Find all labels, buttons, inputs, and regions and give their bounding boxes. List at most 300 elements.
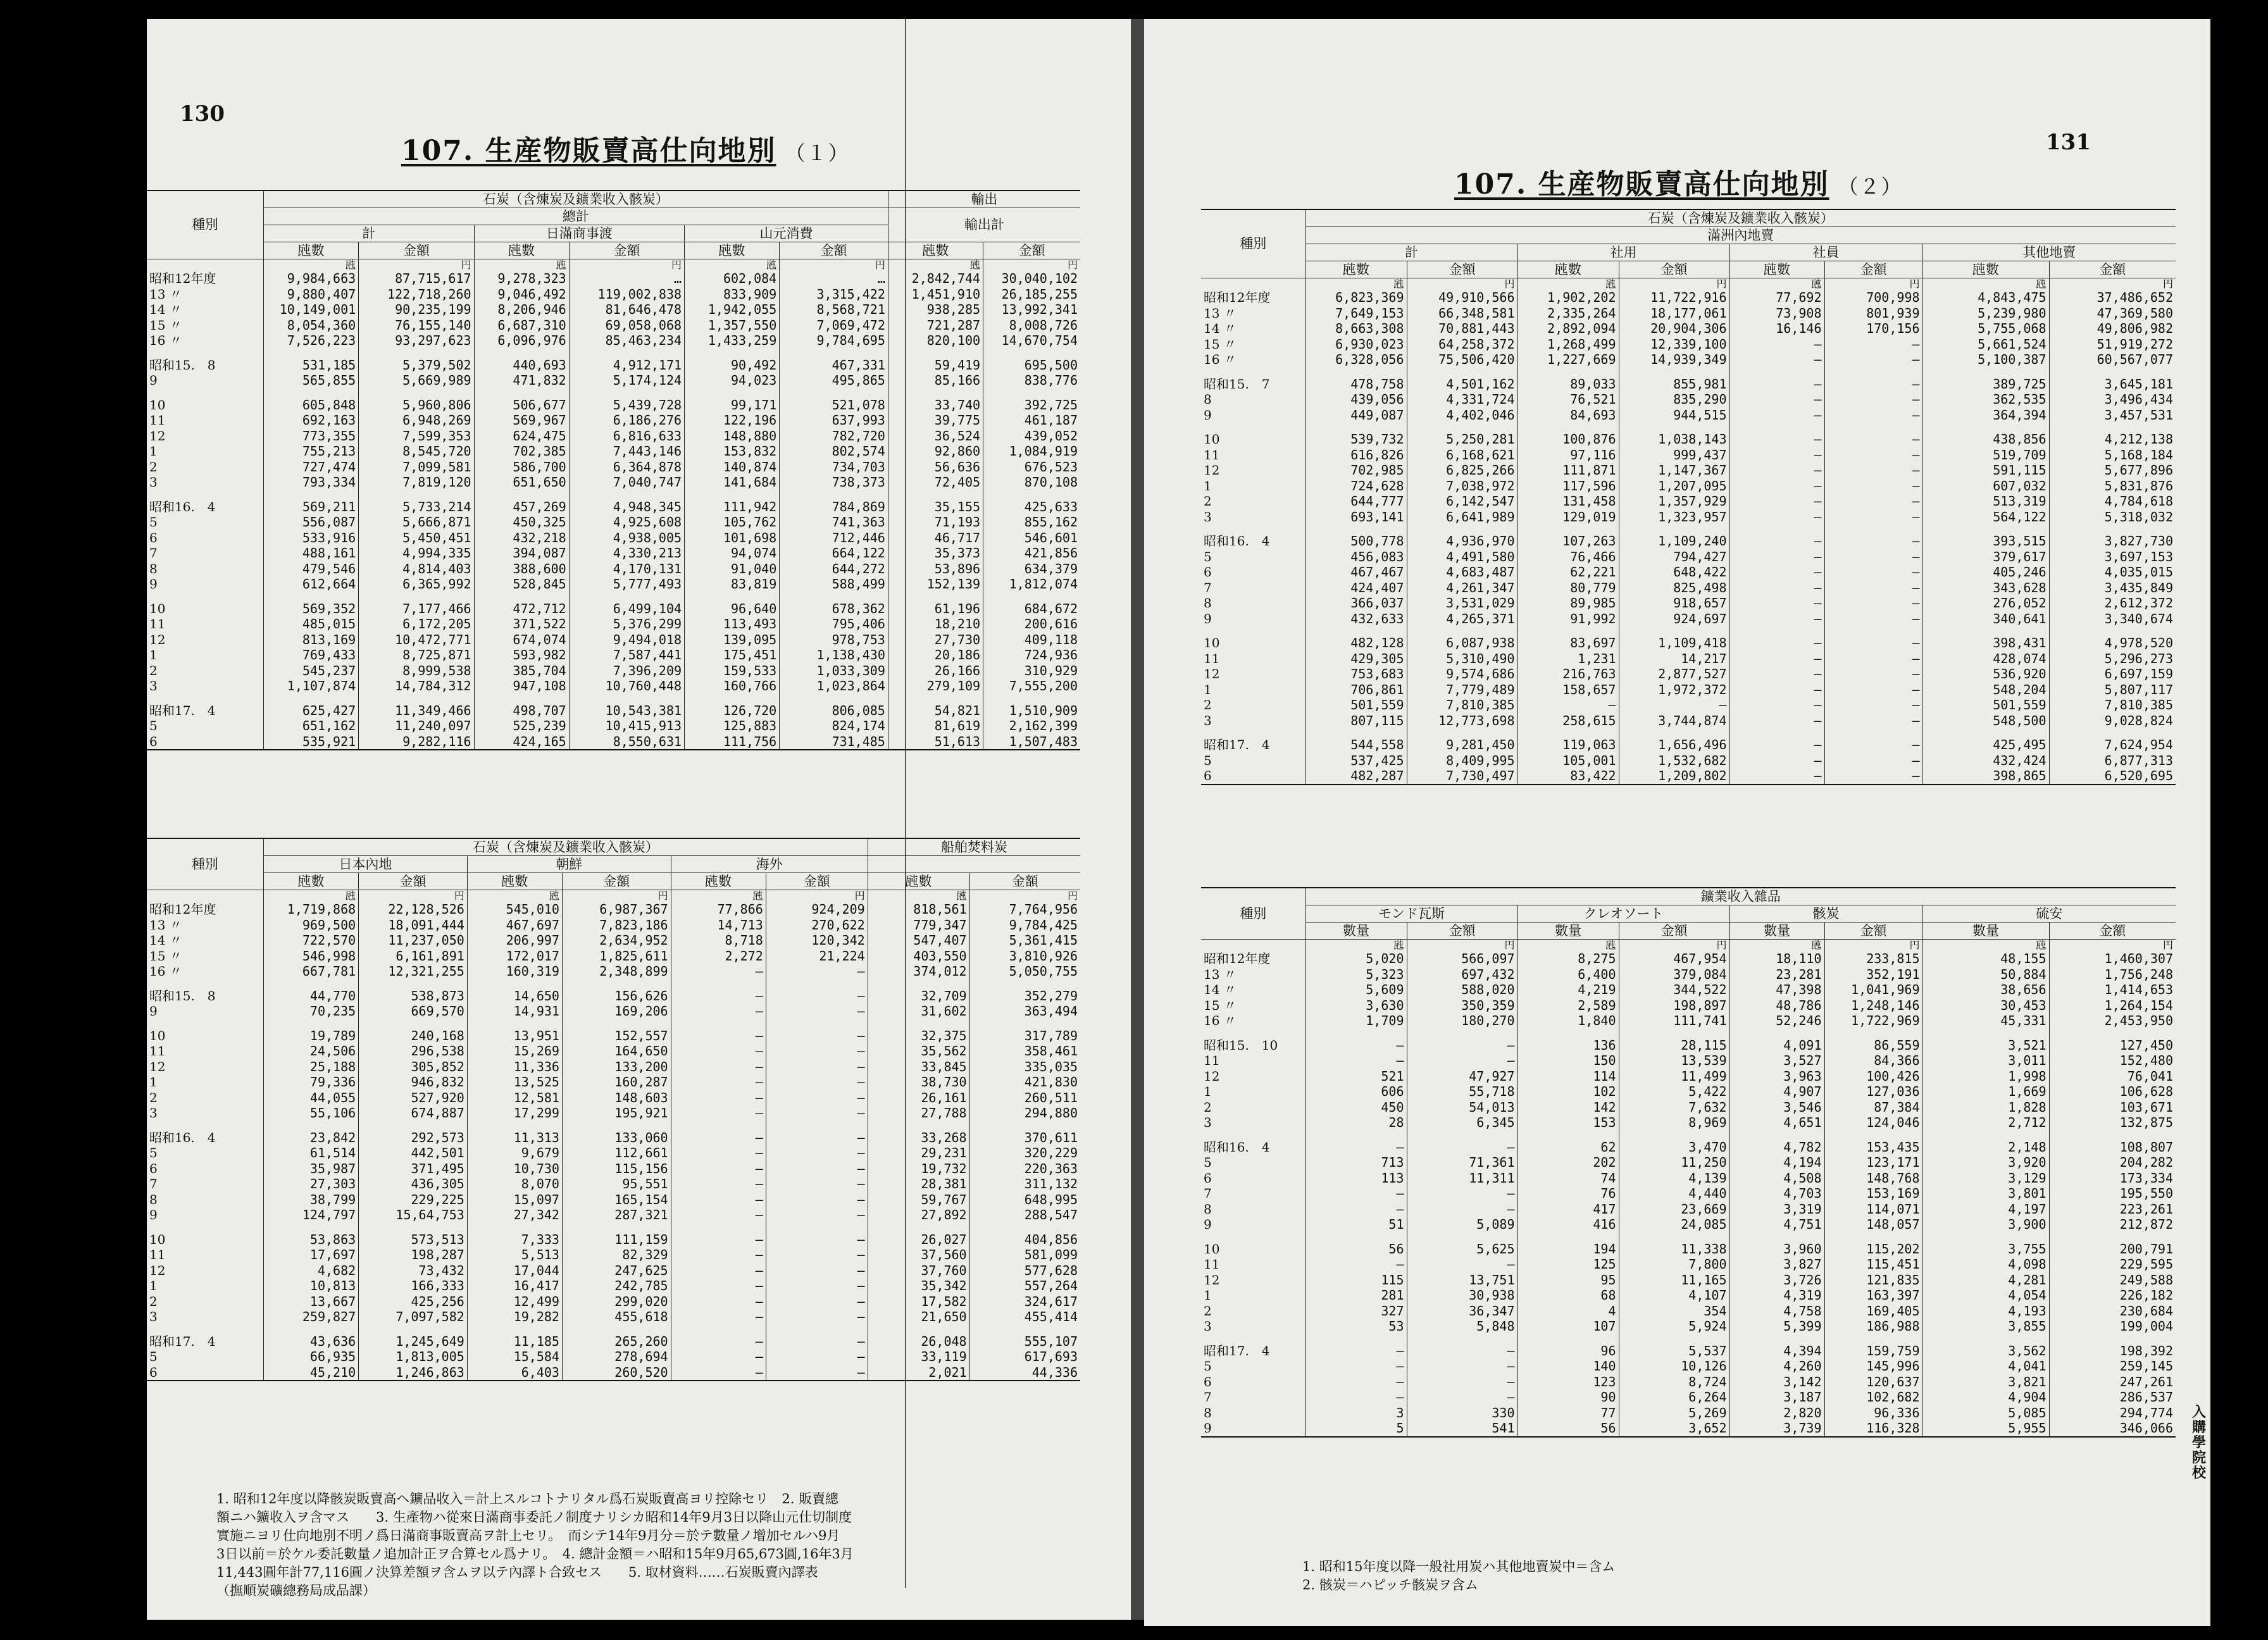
row-label: 昭和15. 8 — [149, 357, 216, 373]
cell-quantity: — — [671, 1090, 766, 1106]
table-row — [1201, 1013, 2176, 1029]
cell-amount — [569, 490, 684, 499]
unit-yen: 円 — [359, 259, 474, 271]
cell-amount: 2,348,899 — [562, 964, 671, 979]
cell-amount: 247,261 — [2049, 1374, 2176, 1390]
cell-quantity — [1729, 1334, 1824, 1343]
cell-quantity: — — [1729, 595, 1824, 611]
cell-quantity: 53,896 — [888, 561, 983, 577]
row-label — [147, 694, 264, 703]
table-row — [1201, 1241, 2176, 1257]
table-row — [147, 1192, 1080, 1208]
cell-amount: 260,511 — [969, 1090, 1080, 1106]
cell-quantity — [1517, 1334, 1619, 1343]
cell-amount: — — [766, 1130, 868, 1146]
cell-quantity: 605,848 — [264, 397, 359, 413]
cell-amount — [2049, 423, 2176, 432]
cell-amount: — — [1407, 1389, 1517, 1405]
row-label: 3 — [149, 1105, 158, 1121]
cell-quantity: 70,235 — [264, 1003, 359, 1019]
cell-amount: 4,912,171 — [569, 357, 684, 373]
cell-quantity: 807,115 — [1305, 713, 1407, 729]
table-row — [147, 902, 1080, 917]
cell-amount: 2,612,372 — [2049, 595, 2176, 611]
cell-quantity — [1922, 626, 2049, 635]
cell-quantity: 152,139 — [888, 576, 983, 592]
cell-amount: 26,185,255 — [983, 287, 1080, 302]
cell-quantity: 340,641 — [1922, 611, 2049, 627]
cell-quantity: — — [1305, 1257, 1407, 1272]
cell-quantity: 528,845 — [474, 576, 569, 592]
cell-amount: — — [766, 1090, 868, 1106]
cell-quantity: 519,709 — [1922, 447, 2049, 463]
cell-quantity: — — [671, 1043, 766, 1059]
cell-quantity: — — [1305, 1343, 1407, 1359]
cell-quantity — [1729, 1233, 1824, 1241]
cell-quantity: 48,786 — [1729, 998, 1824, 1014]
cell-amount: — — [1824, 768, 1922, 785]
table-row — [147, 1176, 1080, 1192]
cell-quantity: 129,019 — [1517, 509, 1619, 525]
cell-quantity: 569,967 — [474, 413, 569, 428]
cell-quantity: 10,149,001 — [264, 302, 359, 318]
cell-amount: 106,628 — [2049, 1084, 2176, 1100]
col-amount: 金額 — [1824, 922, 1922, 940]
cell-quantity: 501,559 — [1922, 697, 2049, 713]
cell-amount: 838,776 — [983, 373, 1080, 388]
cell-amount: — — [1407, 1202, 1517, 1217]
cell-quantity: 3,801 — [1922, 1186, 2049, 1202]
spacer-row — [147, 979, 1080, 988]
cell-quantity — [264, 979, 359, 988]
row-label: 7 — [1204, 1389, 1212, 1405]
table-row — [1201, 1202, 2176, 1217]
cell-quantity: — — [1729, 635, 1824, 651]
cell-amount: 116,328 — [1824, 1420, 1922, 1437]
unit-yen: 円 — [969, 890, 1080, 902]
cell-amount: 588,499 — [780, 576, 888, 592]
table-row — [147, 373, 1080, 388]
cell-amount — [359, 490, 474, 499]
row-label: 11 — [149, 616, 166, 631]
cell-amount: 379,084 — [1619, 967, 1729, 983]
table-row — [1201, 1155, 2176, 1171]
cell-quantity: 947,108 — [474, 678, 569, 694]
unit-ton: 瓲 — [1922, 940, 2049, 952]
cell-amount: 13,539 — [1619, 1053, 1729, 1069]
cell-quantity: 5,661,524 — [1922, 337, 2049, 352]
cell-quantity — [868, 1019, 969, 1028]
cell-amount: 455,618 — [562, 1309, 671, 1325]
cell-amount: 5,537 — [1619, 1343, 1729, 1359]
cell-amount: 7,555,200 — [983, 678, 1080, 694]
cell-amount: 806,085 — [780, 703, 888, 719]
table-row — [147, 1059, 1080, 1075]
cell-amount: 724,936 — [983, 647, 1080, 663]
cell-amount — [1824, 1131, 1922, 1140]
row-label: 2 — [1204, 494, 1212, 509]
cell-quantity: 1,942,055 — [685, 302, 780, 318]
cell-amount: 924,697 — [1619, 611, 1729, 627]
row-label: 10 — [149, 600, 166, 616]
cell-quantity: 4,904 — [1922, 1389, 2049, 1405]
cell-quantity: — — [1729, 509, 1824, 525]
cell-amount: 10,126 — [1619, 1358, 1729, 1374]
cell-quantity: 14,931 — [467, 1003, 562, 1019]
cell-quantity: — — [1729, 737, 1824, 753]
cell-amount — [1619, 728, 1729, 737]
cell-amount: — — [766, 1294, 868, 1310]
row-label: 昭和15. 10 — [1204, 1037, 1278, 1053]
cell-amount: 3,435,849 — [2049, 580, 2176, 596]
cell-quantity: — — [1729, 478, 1824, 494]
cell-quantity: 77,692 — [1729, 290, 1824, 306]
cell-quantity: 5,020 — [1305, 951, 1407, 967]
row-label: 15 〃 — [1204, 336, 1237, 352]
table-row — [1201, 737, 2176, 753]
cell-quantity: 33,268 — [868, 1130, 969, 1146]
cell-amount: — — [766, 1003, 868, 1019]
cell-amount: 7,624,954 — [2049, 737, 2176, 753]
cell-quantity: 417 — [1517, 1202, 1619, 1217]
cell-quantity — [264, 1223, 359, 1232]
cell-quantity: 12,581 — [467, 1090, 562, 1106]
cell-quantity: 1,107,874 — [264, 678, 359, 694]
cell-quantity: 172,017 — [467, 948, 562, 964]
col-quantity: 瓲數 — [888, 242, 983, 259]
cell-amount — [969, 1019, 1080, 1028]
cell-quantity — [1729, 423, 1824, 432]
cell-amount — [359, 694, 474, 703]
cell-quantity: 556,087 — [264, 514, 359, 530]
col-amount: 金額 — [1407, 261, 1517, 278]
cell-amount: 226,182 — [2049, 1288, 2176, 1303]
cell-amount: 541 — [1407, 1420, 1517, 1437]
cell-quantity: 8,206,946 — [474, 302, 569, 318]
cell-amount: 782,720 — [780, 428, 888, 444]
cell-quantity: 105,762 — [685, 514, 780, 530]
spacer-row — [1201, 728, 2176, 737]
table-row — [147, 1309, 1080, 1325]
cell-amount: — — [766, 1334, 868, 1350]
cell-amount: 467,331 — [780, 357, 888, 373]
cell-amount: 305,852 — [359, 1059, 468, 1075]
cell-amount: 169,405 — [1824, 1303, 1922, 1319]
row-label: 5 — [1204, 1358, 1212, 1374]
cell-amount: 421,856 — [983, 545, 1080, 561]
cell-quantity — [474, 349, 569, 357]
cell-amount: 30,040,102 — [983, 271, 1080, 287]
cell-amount: 82,329 — [562, 1247, 671, 1263]
cell-amount: 1,023,864 — [780, 678, 888, 694]
cell-quantity: 29,231 — [868, 1145, 969, 1161]
cell-quantity: 472,712 — [474, 601, 569, 617]
cell-amount: 9,028,824 — [2049, 713, 2176, 729]
cell-quantity: — — [671, 1309, 766, 1325]
table-row — [1201, 1303, 2176, 1319]
cell-quantity: 113,493 — [685, 616, 780, 632]
cell-amount: 5,089 — [1407, 1217, 1517, 1233]
cell-amount: 148,603 — [562, 1090, 671, 1106]
cell-amount: 6,142,547 — [1407, 494, 1517, 509]
cell-quantity — [264, 349, 359, 357]
cell-quantity: 59,419 — [888, 357, 983, 373]
row-label: 13 〃 — [1204, 966, 1237, 982]
cell-amount: — — [766, 1263, 868, 1279]
table-row — [1201, 1038, 2176, 1053]
spacer-row — [147, 1223, 1080, 1232]
cell-amount: 1,414,653 — [2049, 982, 2176, 998]
cell-quantity: 713 — [1305, 1155, 1407, 1171]
cell-quantity — [1729, 626, 1824, 635]
table-row — [1201, 376, 2176, 392]
cell-quantity — [467, 1121, 562, 1130]
row-label: 12 — [149, 1059, 166, 1074]
spacer-row — [1201, 368, 2176, 376]
table-row — [1201, 1319, 2176, 1334]
cell-quantity: 5,100,387 — [1922, 352, 2049, 368]
cell-quantity: 569,211 — [264, 499, 359, 515]
cell-amount: 270,622 — [766, 917, 868, 933]
col-amount: 金額 — [569, 242, 684, 259]
cell-quantity: 38,799 — [264, 1192, 359, 1208]
cell-quantity: — — [1729, 682, 1824, 698]
cell-quantity: 4,508 — [1729, 1171, 1824, 1186]
cell-quantity: 281 — [1305, 1288, 1407, 1303]
cell-amount: 8,008,726 — [983, 318, 1080, 333]
cell-quantity: 4,219 — [1517, 982, 1619, 998]
cell-amount — [2049, 1131, 2176, 1140]
cell-amount: 247,625 — [562, 1263, 671, 1279]
cell-quantity: 13,951 — [467, 1028, 562, 1044]
cell-quantity: 125 — [1517, 1257, 1619, 1272]
cell-quantity: 327 — [1305, 1303, 1407, 1319]
col-amount: 金額 — [969, 873, 1080, 890]
cell-quantity: 8,275 — [1517, 951, 1619, 967]
units-label — [1201, 278, 1305, 290]
cell-amount: 358,461 — [969, 1043, 1080, 1059]
row-label: 16 〃 — [149, 964, 182, 979]
cell-amount — [780, 694, 888, 703]
cell-quantity: 1,268,499 — [1517, 337, 1619, 352]
cell-amount: 133,200 — [562, 1059, 671, 1075]
cell-amount: 6,186,276 — [569, 413, 684, 428]
cell-amount: 8,550,631 — [569, 734, 684, 750]
cell-amount: 3,645,181 — [2049, 376, 2176, 392]
cell-amount: — — [766, 1074, 868, 1090]
cell-quantity: 366,037 — [1305, 595, 1407, 611]
cell-quantity: — — [1305, 1358, 1407, 1374]
cell-quantity: 544,558 — [1305, 737, 1407, 753]
cell-quantity: 53,863 — [264, 1232, 359, 1248]
cell-amount: 1,532,682 — [1619, 753, 1729, 769]
cell-quantity: 2,272 — [671, 948, 766, 964]
cell-quantity: — — [1305, 1202, 1407, 1217]
cell-quantity: 4,260 — [1729, 1358, 1824, 1374]
row-label: 10 — [1204, 432, 1220, 447]
cell-amount: — — [1407, 1038, 1517, 1053]
cell-quantity: 548,204 — [1922, 682, 2049, 698]
cell-amount: 784,869 — [780, 499, 888, 515]
cell-amount: 240,168 — [359, 1028, 468, 1044]
cell-quantity: 77,866 — [671, 902, 766, 917]
cell-quantity: — — [671, 1207, 766, 1223]
row-label: 昭和17. 4 — [1204, 737, 1270, 752]
cell-amount: 12,773,698 — [1407, 713, 1517, 729]
cell-amount: 220,363 — [969, 1161, 1080, 1177]
cell-quantity: 3,821 — [1922, 1374, 2049, 1390]
cell-amount: — — [1824, 509, 1922, 525]
row-label: 6 — [147, 1365, 264, 1381]
cell-quantity: 457,269 — [474, 499, 569, 515]
spacer-row — [1201, 1233, 2176, 1241]
cell-amount — [780, 490, 888, 499]
cell-amount: 114,071 — [1824, 1202, 1922, 1217]
table-row — [1201, 494, 2176, 509]
col-quantity: 數量 — [1517, 922, 1619, 940]
table-row — [1201, 1084, 2176, 1100]
cell-quantity: 5,323 — [1305, 967, 1407, 983]
cell-amount: 7,587,441 — [569, 647, 684, 663]
note-line: 1. 昭和12年度以降骸炭販賣高ヘ鑛品收入＝計上スルコトナリタル爲石炭販賣高ヨリ控除セリ 2. 販賣總 — [216, 1491, 839, 1506]
table-row — [1201, 1257, 2176, 1272]
cell-quantity — [1922, 368, 2049, 376]
cell-quantity — [1729, 1131, 1824, 1140]
spacer-row — [147, 1019, 1080, 1028]
table-row — [1201, 290, 2176, 306]
cell-amount — [1619, 368, 1729, 376]
cell-quantity: 2,820 — [1729, 1405, 1824, 1421]
cell-amount: 5,666,871 — [359, 514, 474, 530]
cell-quantity: 545,010 — [467, 902, 562, 917]
cell-quantity: 11,185 — [467, 1334, 562, 1350]
cell-amount: 3,315,422 — [780, 287, 888, 302]
cell-amount: 697,432 — [1407, 967, 1517, 983]
row-label: 9 — [149, 1003, 158, 1019]
cell-quantity: 693,141 — [1305, 509, 1407, 525]
cell-amount: — — [1824, 407, 1922, 423]
cell-amount: 18,091,444 — [359, 917, 468, 933]
cell-quantity: 4,197 — [1922, 1202, 2049, 1217]
cell-amount: 199,004 — [2049, 1319, 2176, 1334]
col-bunker: 船舶焚料炭 — [868, 838, 1080, 856]
cell-quantity: — — [1729, 768, 1824, 785]
cell-amount: 7,069,472 — [780, 318, 888, 333]
cell-amount: 133,060 — [562, 1130, 671, 1146]
cell-amount: — — [1824, 337, 1922, 352]
cell-quantity: — — [671, 1059, 766, 1075]
spacer-row — [147, 349, 1080, 357]
cell-quantity: 7,526,223 — [264, 333, 359, 349]
cell-quantity: — — [1729, 432, 1824, 447]
cell-amount: 7,779,489 — [1407, 682, 1517, 698]
cell-quantity: 7,333 — [467, 1232, 562, 1248]
cell-quantity: 440,693 — [474, 357, 569, 373]
cell-quantity: 48,155 — [1922, 951, 2049, 967]
cell-quantity: 206,997 — [467, 933, 562, 948]
table-row — [147, 1043, 1080, 1059]
cell-amount: 392,725 — [983, 397, 1080, 413]
cell-quantity: 259,827 — [264, 1309, 359, 1325]
cell-quantity: 175,451 — [685, 647, 780, 663]
cell-quantity — [467, 1223, 562, 1232]
cell-quantity — [671, 1121, 766, 1130]
cell-amount: 1,147,367 — [1619, 463, 1729, 478]
table-row — [147, 1365, 1080, 1381]
cell-amount: 5,422 — [1619, 1084, 1729, 1100]
cell-quantity: 2,712 — [1922, 1115, 2049, 1131]
cell-quantity: 17,582 — [868, 1294, 969, 1310]
row-label: 9 — [149, 1207, 158, 1222]
unit-yen: 円 — [2049, 940, 2176, 952]
cell-quantity: 500,778 — [1305, 533, 1407, 549]
cell-quantity: 1,998 — [1922, 1069, 2049, 1084]
cell-quantity: 43,636 — [264, 1334, 359, 1350]
table-row — [1201, 509, 2176, 525]
cell-quantity — [1922, 423, 2049, 432]
cell-quantity: 23,842 — [264, 1130, 359, 1146]
spacer-row — [147, 1121, 1080, 1130]
unit-ton: 瓲 — [1305, 278, 1407, 290]
row-label: 2 — [149, 662, 158, 678]
table-row — [147, 616, 1080, 632]
cell-quantity: 564,122 — [1922, 509, 2049, 525]
cell-amount: 3,697,153 — [2049, 549, 2176, 565]
cell-quantity: 779,347 — [868, 917, 969, 933]
row-label — [147, 1325, 264, 1334]
cell-quantity: — — [671, 1192, 766, 1208]
table-row — [147, 333, 1080, 349]
cell-quantity: — — [671, 1334, 766, 1350]
cell-quantity — [474, 694, 569, 703]
cell-amount: 120,637 — [1824, 1374, 1922, 1390]
cell-amount: 7,810,385 — [2049, 697, 2176, 713]
col-nichiman: 日滿商事渡 — [474, 225, 685, 242]
cell-amount: 233,815 — [1824, 951, 1922, 967]
cell-quantity: 84,693 — [1517, 407, 1619, 423]
cell-amount: 712,446 — [780, 530, 888, 546]
cell-quantity: 488,161 — [264, 545, 359, 561]
cell-amount: 287,321 — [562, 1207, 671, 1223]
cell-quantity: 125,883 — [685, 718, 780, 734]
row-label: 14 〃 — [149, 302, 182, 317]
cell-amount: — — [1824, 737, 1922, 753]
cell-quantity: 1,227,669 — [1517, 352, 1619, 368]
cell-quantity — [685, 349, 780, 357]
units-label — [1201, 940, 1305, 952]
cell-quantity: 4,907 — [1729, 1084, 1824, 1100]
cell-amount: 371,495 — [359, 1161, 468, 1177]
cell-quantity: 394,087 — [474, 545, 569, 561]
cell-amount: — — [1824, 352, 1922, 368]
cell-quantity: 72,405 — [888, 475, 983, 490]
cell-amount — [359, 592, 474, 601]
row-label: 3 — [149, 475, 158, 490]
table-row — [1201, 1420, 2176, 1437]
cell-amount: 1,207,095 — [1619, 478, 1729, 494]
cell-quantity: 5,513 — [467, 1247, 562, 1263]
row-label: 11 — [1204, 447, 1220, 463]
table-row — [1201, 1358, 2176, 1374]
cell-quantity: 403,550 — [868, 948, 969, 964]
cell-amount: 5,168,184 — [2049, 447, 2176, 463]
cell-quantity — [1305, 728, 1407, 737]
cell-amount: 103,671 — [2049, 1100, 2176, 1115]
cell-amount: 4,814,403 — [359, 561, 474, 577]
cell-quantity — [1517, 368, 1619, 376]
cell-quantity: 548,500 — [1922, 713, 2049, 729]
unit-yen: 円 — [1407, 940, 1517, 952]
